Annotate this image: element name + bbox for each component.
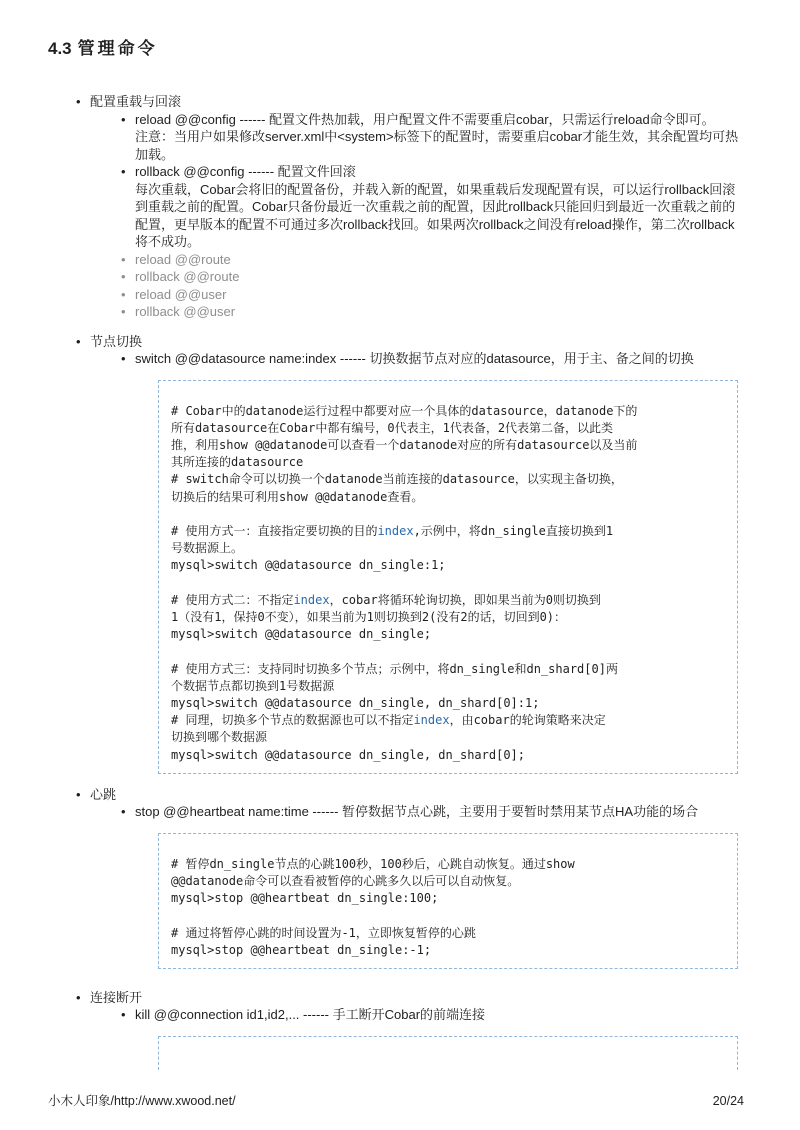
item-text: reload @@config ------ 配置文件热加载，用户配置文件不需要重启cobar，只需运行reload命令即可。 [135,111,715,127]
bullet-icon: • [76,94,81,109]
code-block-kill-connection-partial [158,1036,738,1070]
footer-site-text: 小木人印象/http://www.xwood.net/ [48,1094,236,1108]
code-block-stop-heartbeat: # 暂停dn_single节点的心跳100秒，100秒后，心跳自动恢复。通过show @@datanode命令可以查看被暂停的心跳多久以后可以自动恢复。 mysql>stop @@heartbeat dn_single:100; # 通过将暂停心跳的时间设置为-1，立即恢复暂停的心跳 mysql>stop @@heartbeat dn_single:-1; [158,833,738,969]
bullet-heading-heartbeat [75,786,744,804]
bullet-icon: • [121,111,126,127]
section-kill-connection [48,989,744,1070]
page-footer [48,1093,744,1109]
bullet-icon: • [121,1007,126,1023]
item-note: 每次重载，Cobar会将旧的配置备份，并载入新的配置，如果重载后发现配置有误，可以运行rollback回滚到重载之前的配置。Cobar只备份最近一次重载之前的配置，因此rollback只能回归到最近一次重载之前的配置，更早版本的配置不可通过多次rollback找回。如果两次rollback之间没有reload操作，第二次rollback将不成功。 [135,181,736,249]
item-text: rollback @@config ------ 配置文件回滚 [135,164,356,179]
list-item-rollback-user [120,303,744,321]
list-item-switch-datasource [120,350,744,368]
heading-label: 节点切换 [90,333,143,349]
list-item-rollback-config [120,163,744,251]
page-title [48,38,744,60]
item-text: switch @@datasource name:index ------ 切换数据节点对应的datasource，用于主、备之间的切换 [135,351,694,366]
section-node-switch [48,333,744,774]
list-item-reload-config [120,111,744,164]
bullet-icon: • [121,164,126,179]
bullet-heading-node-switch [75,333,744,351]
footer-page-number: 20/24 [712,1094,744,1108]
bullet-icon: • [76,989,81,1005]
bullet-heading-config [75,93,744,111]
bullet-icon: • [121,269,126,284]
item-text: stop @@heartbeat name:time ------ 暂停数据节点心跳，主要用于要暂时禁用某节点HA功能的场合 [135,804,699,820]
list-item-kill-connection [120,1006,744,1024]
item-text: rollback @@user [135,304,236,319]
heading-label: 配置重载与回滚 [90,94,182,109]
section-number: 4.3 [48,39,72,58]
list-item-reload-route [120,251,744,269]
item-text: rollback @@route [135,269,240,284]
list-item-rollback-route [120,268,744,286]
bullet-icon: • [121,286,126,302]
section-title-text: 管理命令 [77,39,158,58]
item-text: reload @@route [135,251,231,267]
item-note: 注意：当用户如果修改server.xml中<system>标签下的配置时，需要重启cobar才能生效，其余配置均可热加载。 [135,129,739,162]
bullet-heading-kill-connection [75,989,744,1007]
bullet-icon: • [76,333,81,349]
item-text: kill @@connection id1,id2,... ------ 手工断开Cobar的前端连接 [135,1007,486,1023]
section-heartbeat [48,786,744,969]
list-item-reload-user [120,286,744,304]
heading-label: 心跳 [90,786,117,802]
section-config-reload-rollback [48,93,744,321]
bullet-icon: • [121,804,126,820]
bullet-icon: • [121,304,126,319]
bullet-icon: • [76,786,81,802]
list-item-stop-heartbeat [120,803,744,821]
heading-label: 连接断开 [90,989,143,1005]
item-text: reload @@user [135,286,227,302]
bullet-icon: • [121,251,126,267]
code-block-switch-datasource: # Cobar中的datanode运行过程中都要对应一个具体的datasource，datanode下的 所有datasource在Cobar中都有编号，0代表主，1代表备，2代表第二备，以此类 推，利用show @@datanode可以查看一个datanode对应的所有datasource以及当前 其所连接的datasource # switch命令可以切换一个datanode当前连接的datasource，以实现主备切换， 切换后的结果可利用show @@datanode查看。 # 使用方式一：直接指定要切换的目的index,示例中，将dn_single直接切换到1 号数据源上。 mysql>switch @@datasource dn_single:1; # 使用方式二：不指定index，cobar将循环轮询切换，即如果当前为0则切换到 1（没有1，保持0不变），如果当前为1则切换到2(没有2的话，切回到0)： mysql>switch @@datasource dn_single; # 使用方式三：支持同时切换多个节点；示例中，将dn_single和dn_shard[0]两 个数据节点都切换到1号数据源 mysql>switch @@datasource dn_single, dn_shard[0]:1; # 同理，切换多个节点的数据源也可以不指定index，由cobar的轮询策略来决定 切换到哪个数据源 mysql>switch @@datasource dn_single, dn_shard[0]; [158,380,738,774]
bullet-icon: • [121,351,126,366]
